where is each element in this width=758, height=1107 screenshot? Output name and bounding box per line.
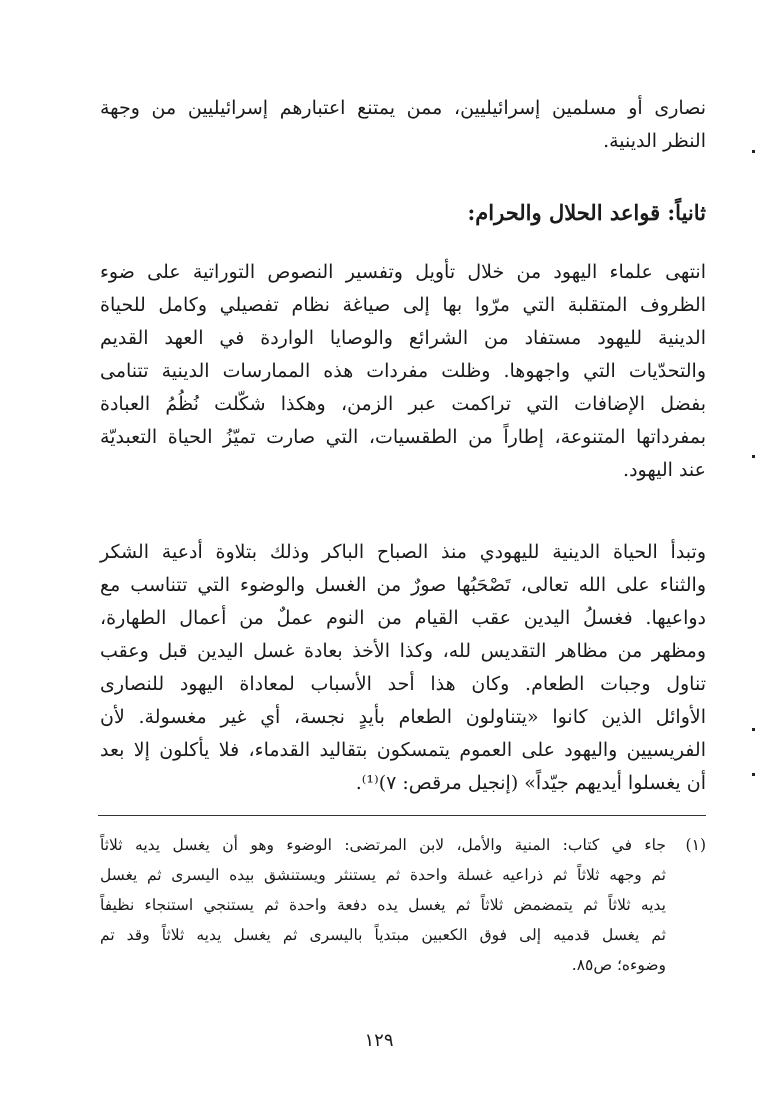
text-line: وتبدأ الحياة الدينية لليهودي منذ الصباح الباكر وذلك بتلاوة أدعية الشكر xyxy=(100,541,706,563)
text-line: الدينية لليهود مستفاد من الشرائع والوصايا الواردة في العهد القديم xyxy=(100,327,706,349)
margin-mark xyxy=(752,728,755,731)
text-line: أن يغسلوا أيديهم جيّداً» (إنجيل مرقص: ٧)⁽¹⁾. xyxy=(355,772,706,794)
footnote-divider xyxy=(98,815,706,816)
margin-mark xyxy=(752,455,755,458)
footnote-text-line: وضوءه؛ ص٨٥. xyxy=(571,956,666,974)
footnote-marker: (١) xyxy=(685,836,706,854)
text-line: والتحدّيات التي واجهوها. وظلت مفردات هذه الممارسات الدينية تتنامى xyxy=(100,360,706,382)
footnote-text-line: ثم يغسل قدميه إلى فوق الكعبين مبتدياً باليسرى ثم يغسل يديه ثلاثاً وقد تم xyxy=(100,926,666,944)
text-line: تناول وجبات الطعام. وكان هذا أحد الأسباب لمعاداة اليهود للنصارى xyxy=(100,673,706,695)
footnote xyxy=(100,830,706,980)
paragraph-morning-washing xyxy=(100,536,706,800)
text-line: نصارى أو مسلمين إسرائيليين، ممن يمتنع اعتبارهم إسرائيليين من وجهة xyxy=(100,97,706,119)
margin-mark xyxy=(752,773,755,776)
footnote-text-line: جاء في كتاب: المنية والأمل، لابن المرتضى: الوضوء وهو أن يغسل يديه ثلاثاً xyxy=(100,836,666,854)
text-line: دواعيها. فغسلُ اليدين عقب القيام من النوم عملٌ من أعمال الطهارة، xyxy=(100,607,706,629)
text-line: بفضل الإضافات التي تراكمت عبر الزمن، وهكذا شكّلت نُظُمُ العبادة xyxy=(100,393,706,415)
section-heading: ثانياً: قواعد الحلال والحرام: xyxy=(467,200,706,225)
footnote-first-line xyxy=(100,830,706,860)
text-line: والثناء على الله تعالى، تَصْحَبُها صورٌ من الغسل والوضوء التي تتناسب مع xyxy=(100,574,706,596)
intro-paragraph xyxy=(100,92,706,158)
paragraph-halal-haram-intro xyxy=(100,256,706,487)
text-line: انتهى علماء اليهود من خلال تأويل وتفسير النصوص التوراتية على ضوء xyxy=(100,261,706,283)
page-number: ١٢٩ xyxy=(364,1030,394,1051)
footnote-text-line: يديه ثلاثاً ثم يتمضمض ثلاثاً ثم يغسل يده دفعة واحدة ثم يستنجي استنجاء نظيفاً xyxy=(100,896,666,914)
text-line: بمفرداتها المتنوعة، إطاراً من الطقسيات، التي صارت تميّزُ الحياة التعبديّة xyxy=(100,426,706,448)
footnote-text-line: ثم وجهه ثلاثاً ثم ذراعيه غسلة واحدة ثم يستنثر ويستنشق بيده اليسرى ثم يغسل xyxy=(100,866,666,884)
text-line: النظر الدينية. xyxy=(603,130,706,152)
text-line: الظروف المتقلبة التي مرّوا بها إلى صياغة نظام تفصيلي وكامل للحياة xyxy=(100,294,706,316)
margin-mark xyxy=(752,150,755,153)
text-line: ومظهر من مظاهر التقديس لله، وكذا الأخذ بعادة غسل اليدين قبل وعقب xyxy=(100,640,706,662)
text-line: الفريسيين واليهود على العموم يتمسكون بتقاليد القدماء، فلا يأكلون إلا بعد xyxy=(100,739,706,761)
text-line: عند اليهود. xyxy=(623,459,706,481)
text-line: الأوائل الذين كانوا «يتناولون الطعام بأيدٍ نجسة، أي غير مغسولة. لأن xyxy=(100,706,706,728)
